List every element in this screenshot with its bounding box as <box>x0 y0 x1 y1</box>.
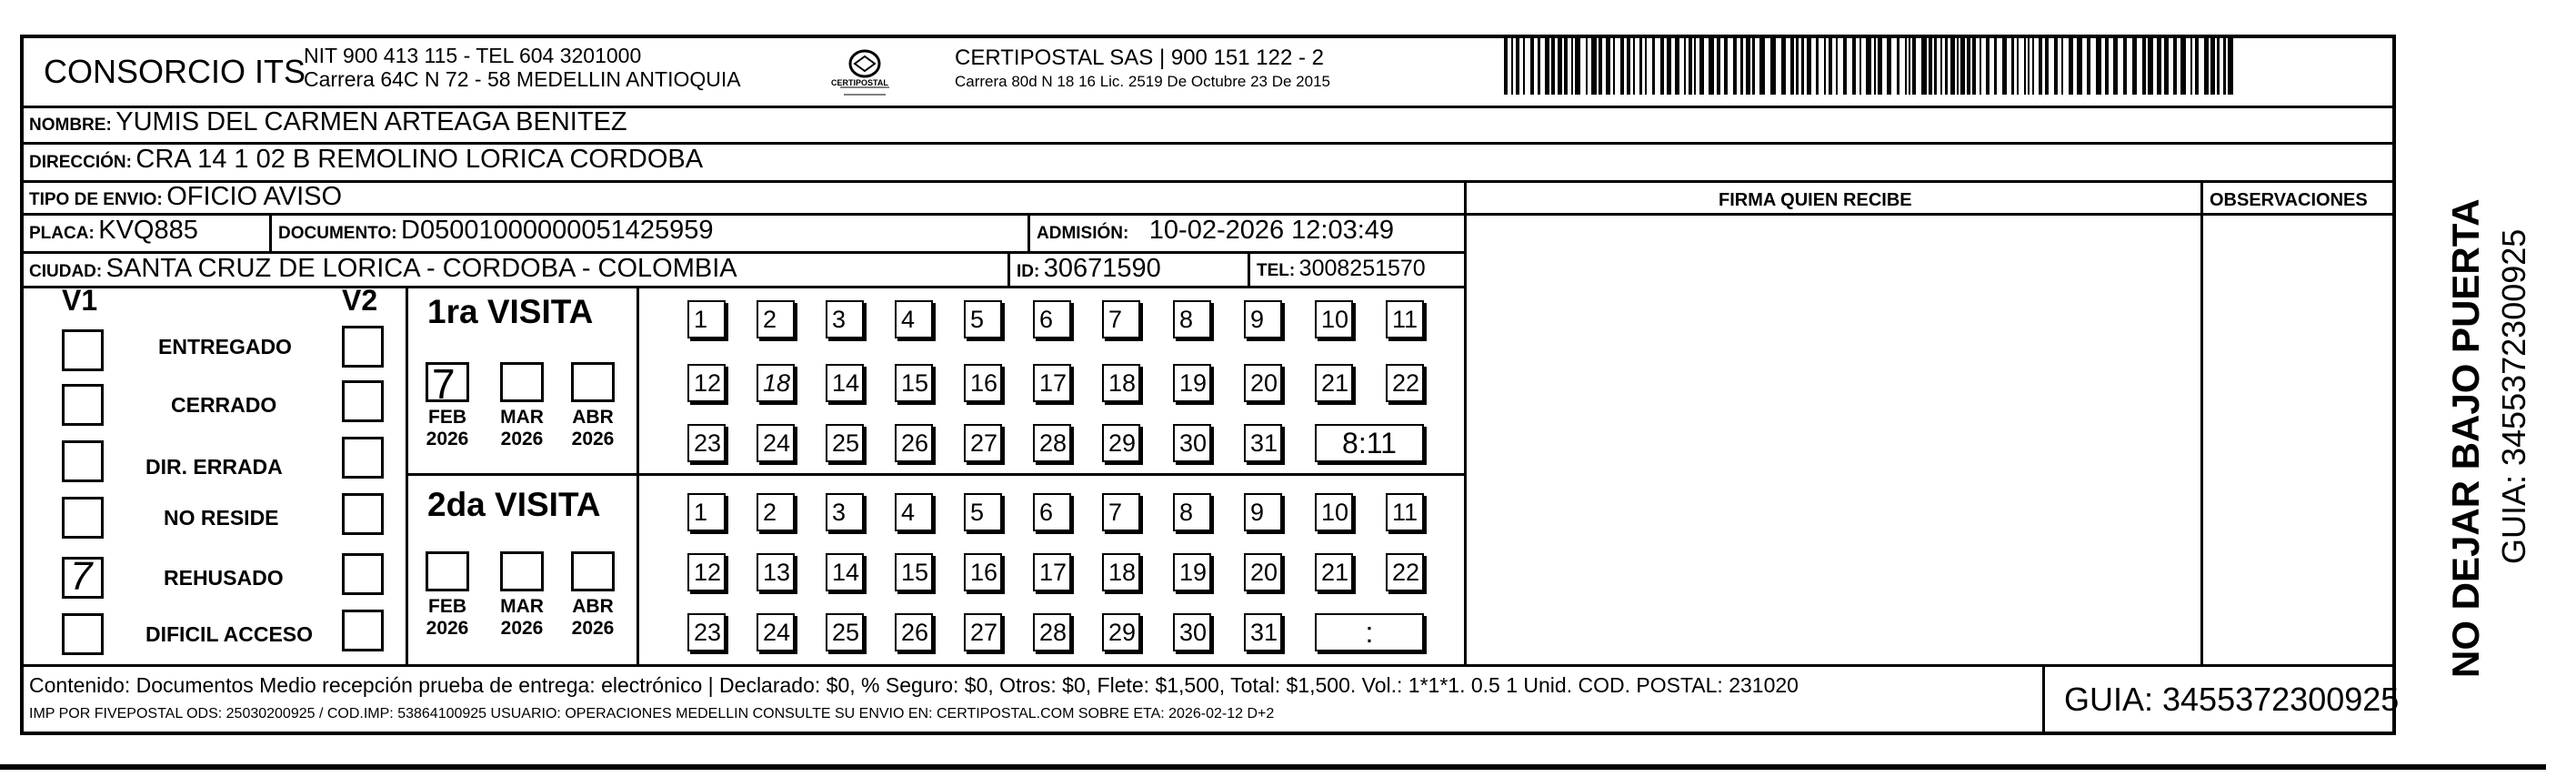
first-day-5[interactable] <box>964 300 1002 338</box>
first-day-19[interactable] <box>1173 364 1211 402</box>
certipostal-line: CERTIPOSTAL SAS | 900 151 122 - 2 <box>955 45 1324 70</box>
barcode <box>1504 36 2240 95</box>
status-label: NO RESIDE <box>164 506 279 530</box>
day-number: 31 <box>1250 619 1278 646</box>
day-number: 25 <box>832 619 860 646</box>
second-day-29[interactable] <box>1102 613 1140 651</box>
day-number: 14 <box>832 559 860 586</box>
day-number: 18 <box>1108 369 1137 397</box>
day-number: 21 <box>1321 559 1349 586</box>
first-month-box-abr[interactable] <box>571 362 615 402</box>
first-day-21[interactable] <box>1315 364 1353 402</box>
day-number: 19 <box>1179 559 1208 586</box>
second-day-25[interactable] <box>826 613 864 651</box>
second-visit-title: 2da VISITA <box>427 486 601 523</box>
second-month-box-mar[interactable] <box>500 551 544 591</box>
month-label: ABR <box>572 407 614 428</box>
day-number: 23 <box>694 429 722 457</box>
status-label: REHUSADO <box>164 566 284 590</box>
second-day-17[interactable] <box>1033 553 1071 591</box>
side-guia: GUIA: 3455372300925 <box>2495 228 2532 564</box>
first-visit-title: 1ra VISITA <box>427 293 594 330</box>
first-day-17[interactable] <box>1033 364 1071 402</box>
side-guia-box <box>2495 229 2533 564</box>
status-label: DIFICIL ACCESO <box>145 622 314 646</box>
direccion-value: CRA 14 1 02 B REMOLINO LORICA CORDOBA <box>135 145 704 174</box>
day-number: 9 <box>1250 499 1265 526</box>
documento-row <box>278 216 714 246</box>
id-value: 30671590 <box>1043 254 1161 283</box>
side-warning <box>2444 198 2488 678</box>
day-number: 1 <box>694 306 708 333</box>
v2-checkbox-4[interactable] <box>342 553 384 595</box>
second-day-9[interactable] <box>1244 493 1282 531</box>
day-number: 25 <box>832 429 860 457</box>
day-number: 11 <box>1392 306 1418 333</box>
first-day-30[interactable] <box>1173 424 1211 462</box>
company-address: Carrera 64C N 72 - 58 MEDELLIN ANTIOQUIA <box>304 67 741 91</box>
day-number: 13 <box>763 559 791 586</box>
second-day-24[interactable] <box>757 613 795 651</box>
day-number: 12 <box>694 559 722 586</box>
year-label: 2026 <box>500 429 544 449</box>
nombre-value: YUMIS DEL CARMEN ARTEAGA BENITEZ <box>115 107 627 136</box>
v1-checkbox-5[interactable] <box>62 613 104 655</box>
placa-value: KVQ885 <box>98 216 198 245</box>
day-number: 2 <box>763 499 777 526</box>
v2-checkbox-5[interactable] <box>342 610 384 651</box>
day-number: 21 <box>1321 369 1349 397</box>
day-number: 5 <box>970 306 985 333</box>
contenido-line: Contenido: Documentos Medio recepción prueba de entrega: electrónico | Declarado: $0, % Seguro: $0, Otros: $0, Flete: $1,500, Total: $1,500. Vol.: 1*1*1. 0.5 1 Unid. COD. POSTAL: 231020 <box>29 673 1799 697</box>
second-day-26[interactable] <box>895 613 933 651</box>
day-number: 15 <box>901 369 929 397</box>
second-day-8[interactable] <box>1173 493 1211 531</box>
first-month-box-mar[interactable] <box>500 362 544 402</box>
second-month-box-feb[interactable] <box>426 551 469 591</box>
documento-value: D05001000000051425959 <box>401 216 714 245</box>
admision-value: 10-02-2026 12:03:49 <box>1148 216 1395 245</box>
first-day-20[interactable] <box>1244 364 1282 402</box>
day-number: 14 <box>832 369 860 397</box>
day-number: 8 <box>1179 306 1194 333</box>
second-day-23[interactable] <box>687 613 726 651</box>
second-day-7[interactable] <box>1102 493 1140 531</box>
day-number: 4 <box>901 499 916 526</box>
no-dejar-bajo-puerta: NO DEJAR BAJO PUERTA <box>2444 198 2487 678</box>
second-day-18[interactable] <box>1102 553 1140 591</box>
year-label: 2026 <box>571 618 615 639</box>
nombre-label: NOMBRE: <box>29 116 112 135</box>
day-number: 5 <box>970 499 985 526</box>
direccion-label: DIRECCIÓN: <box>29 153 132 172</box>
v2-checkbox-0[interactable] <box>342 326 384 368</box>
day-number: 9 <box>1250 306 1265 333</box>
day-number: 28 <box>1039 619 1067 646</box>
day-number: 3 <box>832 306 847 333</box>
placa-row <box>29 216 198 246</box>
status-label: DIR. ERRADA <box>145 455 283 479</box>
first-day-28[interactable] <box>1033 424 1071 462</box>
v1-checkbox-4[interactable] <box>62 554 104 599</box>
second-day-3[interactable] <box>826 493 864 531</box>
tel-value: 3008251570 <box>1298 256 1426 281</box>
status-label: CERRADO <box>171 393 277 417</box>
day-number: 8 <box>1179 499 1194 526</box>
ciudad-value: SANTA CRUZ DE LORICA - CORDOBA - COLOMBIA <box>105 254 737 283</box>
id-label: ID: <box>1017 262 1040 281</box>
first-day-26[interactable] <box>895 424 933 462</box>
year-label: 2026 <box>426 618 469 639</box>
first-day-24[interactable] <box>757 424 795 462</box>
day-number: 10 <box>1321 306 1349 333</box>
first-day-11[interactable] <box>1386 300 1424 338</box>
tel-row <box>1257 256 1426 282</box>
first-day-8[interactable] <box>1173 300 1211 338</box>
day-number: 6 <box>1039 499 1054 526</box>
second-day-21[interactable] <box>1315 553 1353 591</box>
year-label: 2026 <box>571 429 615 449</box>
observaciones-label: OBSERVACIONES <box>2210 190 2368 210</box>
time-value: 8:11 <box>1342 427 1397 459</box>
first-day-15[interactable] <box>895 364 933 402</box>
day-number: 17 <box>1039 369 1067 397</box>
day-number: 10 <box>1321 499 1349 526</box>
logo-caption: CERTIPOSTAL <box>831 78 888 87</box>
day-number: 19 <box>1179 369 1208 397</box>
first-day-2[interactable] <box>757 300 795 338</box>
second-day-27[interactable] <box>964 613 1002 651</box>
v1-checkbox-0[interactable] <box>62 329 104 371</box>
day-number: 26 <box>901 619 929 646</box>
second-day-28[interactable] <box>1033 613 1071 651</box>
first-day-6[interactable] <box>1033 300 1071 338</box>
first-day-22[interactable] <box>1386 364 1424 402</box>
tipo-row <box>29 182 342 212</box>
id-row <box>1017 254 1161 284</box>
second-day-1[interactable] <box>687 493 726 531</box>
v1-check-mark: 7 <box>70 554 93 599</box>
second-day-6[interactable] <box>1033 493 1071 531</box>
first-day-7[interactable] <box>1102 300 1140 338</box>
company-name: CONSORCIO ITS <box>44 53 306 90</box>
tel-label: TEL: <box>1257 261 1296 280</box>
ciudad-label: CIUDAD: <box>29 262 103 281</box>
second-month-box-abr[interactable] <box>571 551 615 591</box>
second-day-2[interactable] <box>757 493 795 531</box>
v1-label: V1 <box>62 284 98 317</box>
day-number: 22 <box>1392 369 1420 397</box>
month-label: ABR <box>572 596 614 617</box>
second-day-31[interactable] <box>1244 613 1282 651</box>
second-day-5[interactable] <box>964 493 1002 531</box>
footer-guia: GUIA: 3455372300925 <box>2064 681 2400 718</box>
first-day-14[interactable] <box>826 364 864 402</box>
first-day-4[interactable] <box>895 300 933 338</box>
tipo-value: OFICIO AVISO <box>166 182 343 211</box>
v2-checkbox-1[interactable] <box>342 380 384 422</box>
first-day-29[interactable] <box>1102 424 1140 462</box>
day-number: 20 <box>1250 369 1278 397</box>
day-number: 16 <box>970 369 998 397</box>
first-day-25[interactable] <box>826 424 864 462</box>
day-number: 4 <box>901 306 916 333</box>
day-number: 30 <box>1179 619 1208 646</box>
day-number: 27 <box>970 619 998 646</box>
month-label: FEB <box>428 407 466 428</box>
first-day-1[interactable] <box>687 300 726 338</box>
day-number: 12 <box>694 369 722 397</box>
year-label: 2026 <box>500 618 544 639</box>
day-number: 31 <box>1250 429 1278 457</box>
v1-checkbox-3[interactable] <box>62 497 104 539</box>
day-number: 26 <box>901 429 929 457</box>
documento-label: DOCUMENTO: <box>278 224 397 243</box>
first-day-13[interactable] <box>757 364 795 402</box>
day-number: 24 <box>763 429 791 457</box>
day-number: 3 <box>832 499 847 526</box>
v2-checkbox-2[interactable] <box>342 437 384 479</box>
day-number: 18 <box>1108 559 1137 586</box>
day-number: 15 <box>901 559 929 586</box>
day-number: 30 <box>1179 429 1208 457</box>
status-label: ENTREGADO <box>158 335 292 358</box>
month-label: MAR <box>500 407 544 428</box>
second-time-field[interactable] <box>1315 613 1424 651</box>
day-number: 24 <box>763 619 791 646</box>
first-day-27[interactable] <box>964 424 1002 462</box>
admision-label: ADMISIÓN: <box>1037 224 1129 243</box>
nombre-row <box>29 107 627 137</box>
first-month-box-feb[interactable] <box>426 360 469 408</box>
certipostal-address: Carrera 80d N 18 16 Lic. 2519 De Octubre 23 De 2015 <box>955 73 1330 90</box>
year-label: 2026 <box>426 429 469 449</box>
admision-row <box>1037 216 1394 246</box>
first-time-field[interactable] <box>1315 424 1424 462</box>
day-number: 28 <box>1039 429 1067 457</box>
second-day-14[interactable] <box>826 553 864 591</box>
day-number: 18 <box>763 369 791 397</box>
first-day-18[interactable] <box>1102 364 1140 402</box>
second-day-10[interactable] <box>1315 493 1353 531</box>
day-number: 7 <box>1108 306 1123 333</box>
second-day-12[interactable] <box>687 553 726 591</box>
second-day-13[interactable] <box>757 553 795 591</box>
v2-label: V2 <box>342 284 378 317</box>
second-day-22[interactable] <box>1386 553 1424 591</box>
v1-checkbox-2[interactable] <box>62 440 104 482</box>
month-check-mark: 7 <box>432 360 456 408</box>
placa-label: PLACA: <box>29 224 95 243</box>
first-day-10[interactable] <box>1315 300 1353 338</box>
certipostal-logo-icon <box>835 42 895 98</box>
month-label: MAR <box>500 596 544 617</box>
second-day-11[interactable] <box>1386 493 1424 531</box>
day-number: 11 <box>1392 499 1418 526</box>
v1-checkbox-1[interactable] <box>62 384 104 426</box>
day-number: 2 <box>763 306 777 333</box>
time-value: : <box>1365 616 1374 649</box>
day-number: 23 <box>694 619 722 646</box>
second-day-19[interactable] <box>1173 553 1211 591</box>
first-day-31[interactable] <box>1244 424 1282 462</box>
tipo-label: TIPO DE ENVIO: <box>29 190 163 209</box>
second-day-20[interactable] <box>1244 553 1282 591</box>
first-day-23[interactable] <box>687 424 726 462</box>
first-day-3[interactable] <box>826 300 864 338</box>
day-number: 29 <box>1108 619 1137 646</box>
day-number: 27 <box>970 429 998 457</box>
firma-label: FIRMA QUIEN RECIBE <box>1719 190 1912 210</box>
second-day-4[interactable] <box>895 493 933 531</box>
nit-line: NIT 900 413 115 - TEL 604 3201000 <box>304 44 642 67</box>
second-day-15[interactable] <box>895 553 933 591</box>
v2-checkbox-3[interactable] <box>342 493 384 535</box>
first-day-16[interactable] <box>964 364 1002 402</box>
first-day-9[interactable] <box>1244 300 1282 338</box>
day-number: 17 <box>1039 559 1067 586</box>
day-number: 6 <box>1039 306 1054 333</box>
day-number: 7 <box>1108 499 1123 526</box>
second-day-16[interactable] <box>964 553 1002 591</box>
second-day-30[interactable] <box>1173 613 1211 651</box>
imp-line: IMP POR FIVEPOSTAL ODS: 25030200925 / COD.IMP: 53864100925 USUARIO: OPERACIONES MEDELLIN CONSULTE SU ENVIO EN: CERTIPOSTAL.COM SOBRE ETA: 2026-02-12 D+2 <box>29 706 1275 722</box>
ciudad-row <box>29 254 737 284</box>
month-label: FEB <box>428 596 466 617</box>
direccion-row <box>29 145 703 175</box>
day-number: 1 <box>694 499 708 526</box>
day-number: 20 <box>1250 559 1278 586</box>
first-day-12[interactable] <box>687 364 726 402</box>
day-number: 29 <box>1108 429 1137 457</box>
day-number: 16 <box>970 559 998 586</box>
day-number: 22 <box>1392 559 1420 586</box>
